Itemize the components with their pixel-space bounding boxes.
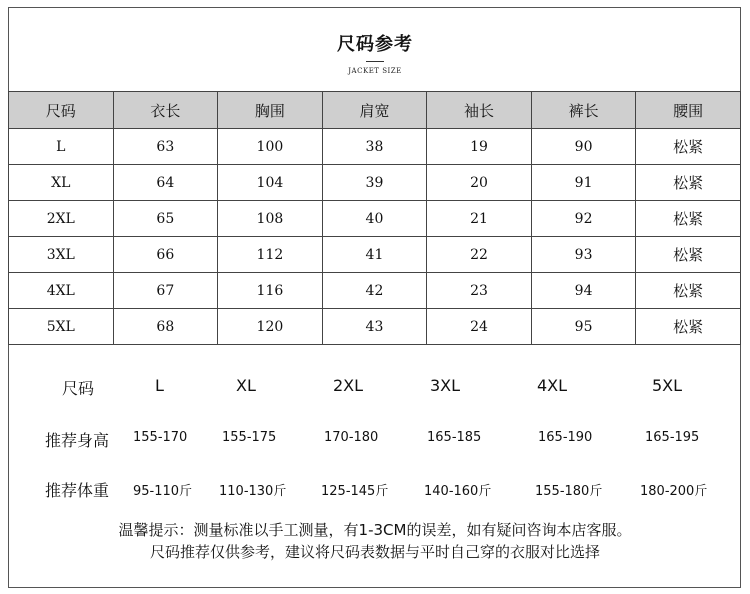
table-cell: 松紧 <box>636 309 741 345</box>
table-cell: 5XL <box>9 309 114 345</box>
tip-line-1: 温馨提示：测量标准以手工测量，有1-3CM的误差，如有疑问咨询本店客服。 <box>118 521 632 539</box>
recommend-height: 155-170 <box>133 430 188 445</box>
table-cell: 63 <box>113 129 218 165</box>
table-cell: 108 <box>218 201 323 237</box>
table-row <box>9 309 741 345</box>
column-header: 肩宽 <box>322 92 427 129</box>
table-header-row <box>9 92 741 129</box>
recommend-weight: 125-145斤 <box>321 484 389 499</box>
recommend-size-label: 尺码 <box>62 379 95 398</box>
table-cell: 23 <box>427 273 532 309</box>
table-row <box>9 129 741 165</box>
table-row <box>9 273 741 309</box>
recommend-size: 5XL <box>652 376 683 395</box>
table-cell: 24 <box>427 309 532 345</box>
recommend-height: 165-190 <box>538 430 593 445</box>
recommend-size: XL <box>236 376 256 395</box>
table-cell: 104 <box>218 165 323 201</box>
recommend-weight: 155-180斤 <box>535 484 603 499</box>
table-cell: 91 <box>531 165 636 201</box>
table-cell: 4XL <box>9 273 114 309</box>
recommend-height: 170-180 <box>324 430 379 445</box>
table-row <box>9 201 741 237</box>
size-table <box>8 91 741 345</box>
table-cell: 90 <box>531 129 636 165</box>
recommend-height: 165-195 <box>645 430 700 445</box>
table-cell: 66 <box>113 237 218 273</box>
table-cell: 112 <box>218 237 323 273</box>
table-cell: 42 <box>322 273 427 309</box>
column-header: 袖长 <box>427 92 532 129</box>
table-cell: 21 <box>427 201 532 237</box>
table-cell: 92 <box>531 201 636 237</box>
table-cell: 19 <box>427 129 532 165</box>
title-divider <box>366 61 384 62</box>
recommend-size: 2XL <box>333 376 364 395</box>
table-row <box>9 165 741 201</box>
table-cell: 93 <box>531 237 636 273</box>
recommend-size: 3XL <box>430 376 461 395</box>
table-cell: 39 <box>322 165 427 201</box>
table-row <box>9 237 741 273</box>
table-cell: XL <box>9 165 114 201</box>
table-cell: 67 <box>113 273 218 309</box>
table-cell: 松紧 <box>636 273 741 309</box>
table-cell: L <box>9 129 114 165</box>
recommend-size: 4XL <box>537 376 568 395</box>
column-header: 尺码 <box>9 92 114 129</box>
table-cell: 43 <box>322 309 427 345</box>
page-subtitle: JACKET SIZE <box>348 67 402 75</box>
table-cell: 松紧 <box>636 129 741 165</box>
table-cell: 22 <box>427 237 532 273</box>
table-cell: 3XL <box>9 237 114 273</box>
table-cell: 20 <box>427 165 532 201</box>
recommend-height-label: 推荐身高 <box>45 431 110 450</box>
recommend-weight: 110-130斤 <box>219 484 287 499</box>
recommend-size: L <box>155 376 164 395</box>
recommend-weight: 140-160斤 <box>424 484 492 499</box>
table-cell: 116 <box>218 273 323 309</box>
tip-line-2: 尺码推荐仅供参考，建议将尺码表数据与平时自己穿的衣服对比选择 <box>149 543 600 561</box>
table-cell: 40 <box>322 201 427 237</box>
recommend-weight: 180-200斤 <box>640 484 708 499</box>
table-cell: 68 <box>113 309 218 345</box>
table-cell: 松紧 <box>636 237 741 273</box>
recommend-height: 155-175 <box>222 430 277 445</box>
column-header: 衣长 <box>113 92 218 129</box>
page-title: 尺码参考 <box>337 34 413 55</box>
recommend-height: 165-185 <box>427 430 482 445</box>
table-cell: 64 <box>113 165 218 201</box>
column-header: 腰围 <box>636 92 741 129</box>
column-header: 裤长 <box>531 92 636 129</box>
table-cell: 94 <box>531 273 636 309</box>
table-cell: 松紧 <box>636 165 741 201</box>
table-cell: 松紧 <box>636 201 741 237</box>
table-cell: 95 <box>531 309 636 345</box>
table-cell: 65 <box>113 201 218 237</box>
table-cell: 100 <box>218 129 323 165</box>
recommend-weight: 95-110斤 <box>133 484 193 499</box>
recommend-weight-label: 推荐体重 <box>45 481 110 500</box>
table-cell: 41 <box>322 237 427 273</box>
table-cell: 38 <box>322 129 427 165</box>
column-header: 胸围 <box>218 92 323 129</box>
table-cell: 120 <box>218 309 323 345</box>
table-cell: 2XL <box>9 201 114 237</box>
